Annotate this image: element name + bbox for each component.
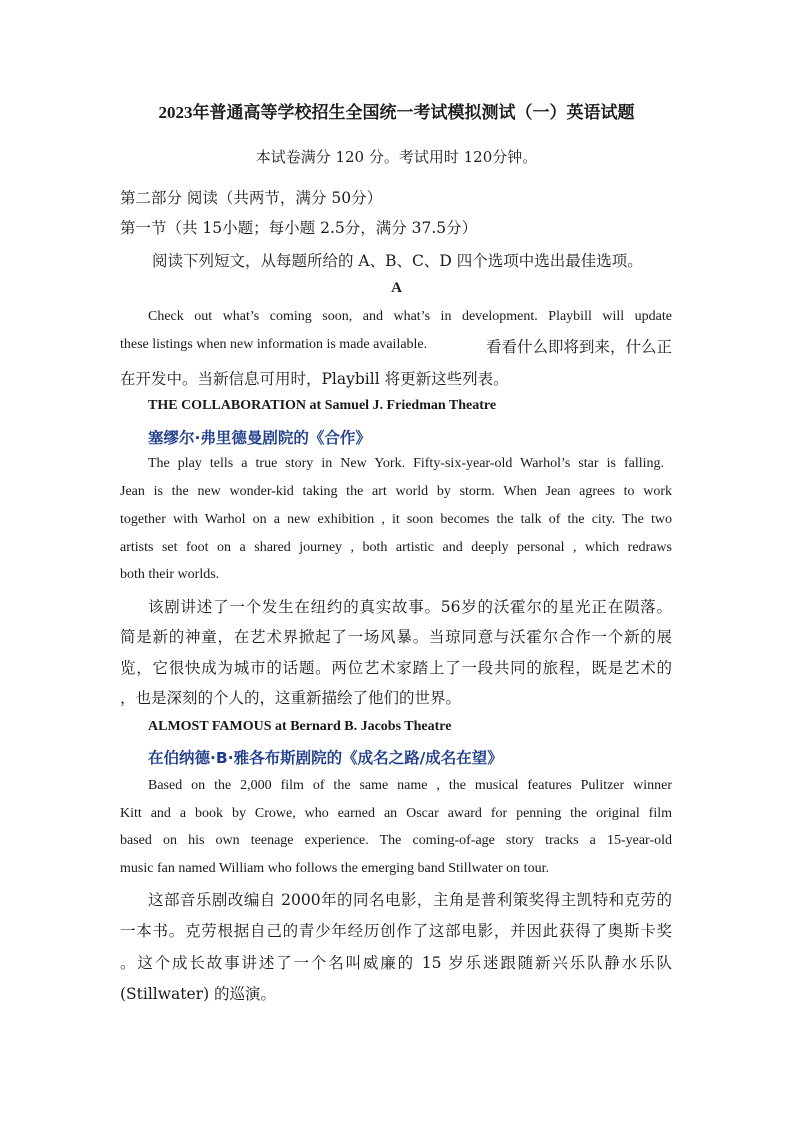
section-label: 第一节（共 15小题；每小题 2.5分，满分 37.5分）	[120, 219, 478, 237]
show1-cn-line: ，也是深刻的个人的，这重新描绘了他们的世界。	[120, 689, 462, 707]
intro-cn-line: 在开发中。当新信息可用时，Playbill 将更新这些列表。	[120, 370, 509, 388]
intro-cn-tail: 看看什么即将到来，什么正	[485, 338, 672, 356]
intro-en-line: these listings when new information is made available.	[120, 337, 428, 352]
show1-cn-line: 该剧讲述了一个发生在纽约的真实故事。56岁的沃霍尔的星光正在陨落。	[148, 598, 672, 616]
show2-heading-cn: 在伯纳德·B·雅各布斯剧院的《成名之路/成名在望》	[148, 749, 503, 767]
show1-heading-en: THE COLLABORATION at Samuel J. Friedman Theatre	[148, 398, 497, 413]
show2-heading-en: ALMOST FAMOUS at Bernard B. Jacobs Theatre	[148, 719, 452, 734]
show1-en-line: both their worlds.	[120, 567, 220, 582]
part-label: 第二部分 阅读（共两节，满分 50分）	[120, 189, 383, 207]
show1-heading-cn: 塞缪尔·弗里德曼剧院的《合作》	[148, 429, 371, 447]
show2-cn-line: 一本书。克劳根据自己的青少年经历创作了这部电影，并因此获得了奥斯卡奖	[120, 922, 672, 940]
instructions: 阅读下列短文，从每题所给的 A、B、C、D 四个选项中选出最佳选项。	[152, 252, 643, 270]
show2-cn-line: (Stillwater) 的巡演。	[120, 985, 277, 1003]
show2-en-line: Kitt and a book by Crowe, who earned an Oscar award for penning the original film	[120, 806, 672, 821]
show2-cn-line: 这部音乐剧改编自 2000年的同名电影，主角是普利策奖得主凯特和克劳的	[148, 891, 672, 909]
show1-cn-line: 览，它很快成为城市的话题。两位艺术家踏上了一段共同的旅程，既是艺术的	[120, 659, 672, 677]
show2-cn-line: 。这个成长故事讲述了一个名叫威廉的 15 岁乐迷跟随新兴乐队静水乐队	[120, 954, 672, 972]
passage-letter: A	[391, 280, 402, 296]
show1-en-line: together with Warhol on a new exhibition , it soon becomes the talk of the city. The two	[120, 512, 672, 527]
show1-en-line: The play tells a true story in New York. Fifty-six-year-old Warhol’s star is falling.	[148, 456, 664, 471]
show2-en-line: based on his own teenage experience. The coming-of-age story tracks a 15-year-old	[120, 833, 672, 848]
show2-en-line: music fan named William who follows the emerging band Stillwater on tour.	[120, 861, 549, 876]
exam-title: 2023年普通高等学校招生全国统一考试模拟测试（一）英语试题	[158, 103, 635, 122]
show1-en-line: artists set foot on a shared journey , both artistic and deeply personal , which redraws	[120, 540, 672, 555]
exam-subtitle: 本试卷满分 120 分。考试用时 120分钟。	[255, 148, 538, 166]
show1-cn-line: 简是新的神童，在艺术界掀起了一场风暴。当琼同意与沃霍尔合作一个新的展	[120, 628, 672, 646]
show1-en-line: Jean is the new wonder-kid taking the art world by storm. When Jean agrees to work	[120, 484, 672, 499]
show2-en-line: Based on the 2,000 film of the same name , the musical features Pulitzer winner	[148, 778, 672, 793]
intro-en-line: Check out what’s coming soon, and what’s in development. Playbill will update	[148, 309, 672, 324]
